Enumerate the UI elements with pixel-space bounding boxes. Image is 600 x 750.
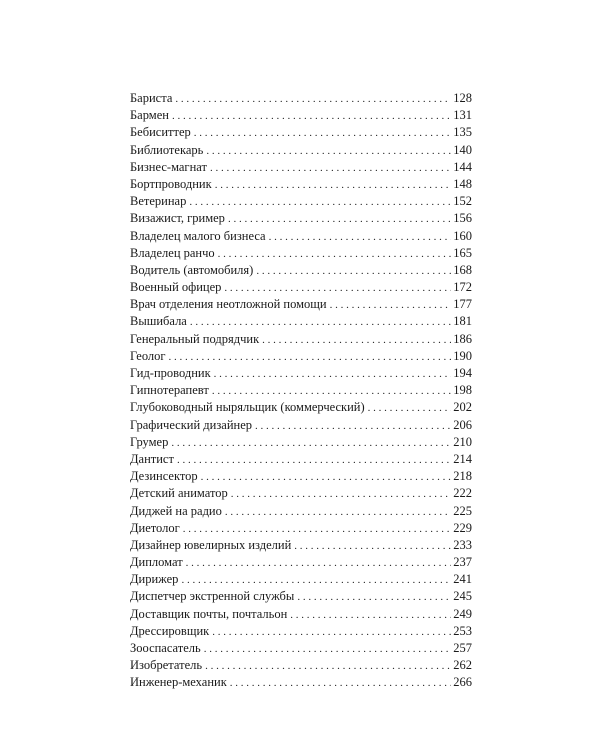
- toc-entry: [130, 159, 472, 176]
- toc-entry-page-number: 198: [453, 383, 472, 398]
- toc-entry-page-number: 249: [453, 606, 472, 621]
- toc-entry: [130, 606, 472, 623]
- toc-dot-leader: [231, 486, 452, 502]
- toc-entry-title: Бизнес-магнат: [130, 159, 207, 174]
- toc-dot-leader: [169, 349, 452, 365]
- toc-entry-page-number: 148: [453, 176, 472, 191]
- toc-dot-leader: [368, 400, 452, 416]
- toc-entry: [130, 331, 472, 348]
- toc-entry-page-number: 156: [453, 211, 472, 226]
- toc-entry-title: Геолог: [130, 348, 166, 363]
- toc-entry-page-number: 262: [453, 658, 472, 673]
- toc-entry-title: Визажист, гример: [130, 211, 225, 226]
- toc-entry-title: Бебиситтер: [130, 125, 191, 140]
- toc-dot-leader: [189, 194, 451, 210]
- toc-dot-leader: [290, 607, 451, 623]
- toc-entry-title: Дипломат: [130, 555, 183, 570]
- toc-entry: [130, 451, 472, 468]
- toc-entry-title: Бортпроводник: [130, 176, 212, 191]
- toc-dot-leader: [206, 143, 451, 159]
- toc-entry: [130, 279, 472, 296]
- toc-dot-leader: [205, 658, 451, 674]
- toc-dot-leader: [171, 435, 451, 451]
- toc-dot-leader: [183, 521, 451, 537]
- toc-dot-leader: [269, 229, 452, 245]
- toc-entry-page-number: 241: [453, 572, 472, 587]
- toc-entry: [130, 124, 472, 141]
- toc-entry-title: Доставщик почты, почтальон: [130, 606, 288, 621]
- toc-dot-leader: [204, 641, 452, 657]
- toc-dot-leader: [215, 177, 452, 193]
- table-of-contents: [130, 90, 472, 692]
- toc-entry-page-number: 160: [453, 228, 472, 243]
- toc-entry-page-number: 266: [453, 675, 472, 690]
- toc-dot-leader: [194, 125, 452, 141]
- toc-entry: [130, 142, 472, 159]
- toc-entry-page-number: 177: [453, 297, 472, 312]
- toc-entry-page-number: 225: [453, 503, 472, 518]
- toc-entry: [130, 503, 472, 520]
- toc-entry-title: Грумер: [130, 434, 169, 449]
- toc-entry-title: Ветеринар: [130, 194, 187, 209]
- toc-dot-leader: [201, 469, 452, 485]
- toc-dot-leader: [172, 108, 451, 124]
- toc-entry-page-number: 140: [453, 142, 472, 157]
- toc-entry: [130, 365, 472, 382]
- toc-entry-title: Дизайнер ювелирных изделий: [130, 537, 292, 552]
- toc-entry: [130, 623, 472, 640]
- toc-entry-page-number: 165: [453, 245, 472, 260]
- toc-entry-title: Дезинсектор: [130, 469, 198, 484]
- toc-entry: [130, 520, 472, 537]
- toc-entry-title: Дантист: [130, 451, 174, 466]
- toc-entry-title: Графический дизайнер: [130, 417, 253, 432]
- toc-entry-title: Бармен: [130, 108, 169, 123]
- toc-dot-leader: [190, 314, 451, 330]
- toc-entry-page-number: 135: [453, 125, 472, 140]
- toc-entry-page-number: 144: [453, 159, 472, 174]
- toc-entry: [130, 468, 472, 485]
- toc-entry: [130, 588, 472, 605]
- toc-entry: [130, 193, 472, 210]
- toc-entry: [130, 674, 472, 691]
- toc-entry: [130, 176, 472, 193]
- toc-entry: [130, 399, 472, 416]
- toc-entry: [130, 296, 472, 313]
- toc-entry: [130, 640, 472, 657]
- toc-entry: [130, 417, 472, 434]
- toc-entry-title: Гид-проводник: [130, 366, 211, 380]
- toc-entry-page-number: 194: [453, 366, 472, 380]
- toc-entry-page-number: 131: [453, 108, 472, 123]
- toc-entry: [130, 262, 472, 279]
- toc-entry-title: Гипнотерапевт: [130, 383, 209, 398]
- toc-dot-leader: [225, 504, 451, 520]
- toc-entry-title: Изобретатель: [130, 658, 203, 673]
- toc-entry-title: Генеральный подрядчик: [130, 331, 260, 346]
- toc-entry-title: Владелец ранчо: [130, 245, 215, 260]
- toc-entry-page-number: 229: [453, 520, 472, 535]
- toc-entry-page-number: 222: [453, 486, 472, 501]
- toc-entry: [130, 245, 472, 262]
- toc-dot-leader: [175, 91, 451, 107]
- toc-entry-page-number: 210: [453, 434, 472, 449]
- toc-entry-title: Владелец малого бизнеса: [130, 228, 266, 243]
- toc-entry-page-number: 190: [453, 348, 472, 363]
- toc-dot-leader: [330, 297, 452, 313]
- toc-entry-title: Зооспасатель: [130, 641, 201, 655]
- toc-dot-leader: [294, 538, 451, 554]
- toc-entry: [130, 382, 472, 399]
- toc-entry-title: Дрессировщик: [130, 623, 210, 638]
- toc-entry-title: Диспетчер экстренной службы: [130, 589, 295, 604]
- toc-dot-leader: [212, 624, 451, 640]
- toc-entry-title: Глубоководный ныряльщик (коммерческий): [130, 400, 365, 415]
- toc-entry: [130, 228, 472, 245]
- toc-entry: [130, 313, 472, 330]
- toc-entry-title: Библиотекарь: [130, 142, 204, 157]
- toc-entry-page-number: 218: [453, 469, 472, 484]
- toc-entry-title: Водитель (автомобиля): [130, 262, 254, 277]
- toc-entry-page-number: 214: [453, 451, 472, 466]
- toc-entry-page-number: 245: [453, 589, 472, 604]
- toc-entry: [130, 434, 472, 451]
- toc-entry-title: Инженер-механик: [130, 675, 227, 690]
- toc-entry-title: Врач отделения неотложной помощи: [130, 297, 327, 312]
- toc-entry-page-number: 237: [453, 555, 472, 570]
- toc-dot-leader: [177, 452, 451, 468]
- toc-dot-leader: [228, 211, 451, 227]
- toc-entry-page-number: 172: [453, 280, 472, 295]
- toc-entry-page-number: 206: [453, 417, 472, 432]
- toc-entry-page-number: 181: [453, 314, 472, 329]
- toc-dot-leader: [262, 332, 451, 348]
- toc-dot-leader: [255, 418, 451, 434]
- toc-entry-page-number: 186: [453, 331, 472, 346]
- toc-dot-leader: [181, 572, 451, 588]
- toc-entry-page-number: 202: [453, 400, 472, 415]
- toc-entry-page-number: 233: [453, 537, 472, 552]
- toc-entry-title: Военный офицер: [130, 280, 222, 295]
- toc-entry-page-number: 128: [453, 91, 472, 105]
- toc-dot-leader: [186, 555, 452, 571]
- toc-dot-leader: [256, 263, 451, 279]
- toc-entry-title: Детский аниматор: [130, 486, 228, 501]
- toc-dot-leader: [218, 246, 452, 262]
- toc-entry: [130, 348, 472, 365]
- toc-entry-title: Диетолог: [130, 520, 180, 535]
- toc-entry: [130, 537, 472, 554]
- toc-entry-title: Дирижер: [130, 572, 179, 587]
- toc-entry: [130, 554, 472, 571]
- toc-entry: [130, 210, 472, 227]
- toc-entry-page-number: 152: [453, 194, 472, 209]
- toc-entry: [130, 571, 472, 588]
- toc-entry-title: Бариста: [130, 91, 173, 105]
- toc-entry: [130, 107, 472, 124]
- toc-dot-leader: [224, 280, 451, 296]
- toc-dot-leader: [210, 160, 451, 176]
- toc-dot-leader: [212, 383, 451, 399]
- toc-entry-title: Вышибала: [130, 314, 187, 329]
- toc-dot-leader: [230, 675, 451, 691]
- toc-entry-page-number: 168: [453, 262, 472, 277]
- toc-entry-page-number: 257: [453, 641, 472, 655]
- toc-entry: [130, 485, 472, 502]
- toc-dot-leader: [297, 589, 451, 605]
- toc-entry-title: Диджей на радио: [130, 503, 222, 518]
- toc-entry-page-number: 253: [453, 623, 472, 638]
- toc-dot-leader: [214, 366, 452, 382]
- toc-entry: [130, 657, 472, 674]
- toc-entry: [130, 90, 472, 107]
